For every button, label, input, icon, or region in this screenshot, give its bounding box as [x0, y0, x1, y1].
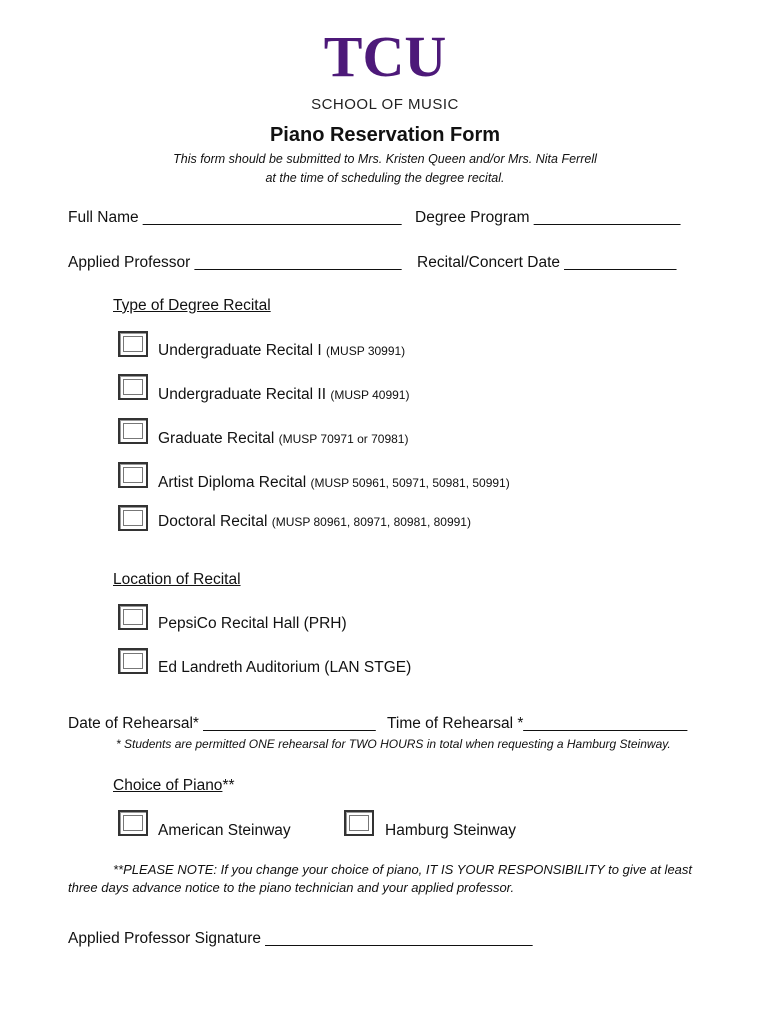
piano-note-line1: **PLEASE NOTE: If you change your choice of piano, IT IS YOUR RESPONSIBILITY to give at least	[113, 862, 693, 877]
degree-program-field[interactable]: Degree Program _________________	[415, 209, 681, 226]
form-title: Piano Reservation Form	[269, 124, 501, 146]
option-undergrad-2: Undergraduate Recital II (MUSP 40991)	[158, 386, 410, 403]
checkbox-prh[interactable]	[118, 604, 148, 630]
option-artist-diploma: Artist Diploma Recital (MUSP 50961, 50971, 50981, 50991)	[158, 474, 510, 491]
subtitle-line1: This form should be submitted to Mrs. Kristen Queen and/or Mrs. Nita Ferrell	[173, 152, 597, 166]
checkbox-doctoral[interactable]	[118, 505, 148, 531]
rehearsal-date-field[interactable]: Date of Rehearsal* ____________________	[68, 715, 376, 732]
location-heading: Location of Recital	[113, 571, 241, 588]
checkbox-artist-diploma[interactable]	[118, 462, 148, 488]
checkbox-hamburg-steinway[interactable]	[344, 810, 374, 836]
option-graduate: Graduate Recital (MUSP 70971 or 70981)	[158, 430, 409, 447]
piano-note-line2: three days advance notice to the piano technician and your applied professor.	[68, 880, 515, 895]
rehearsal-note: * Students are permitted ONE rehearsal for TWO HOURS in total when requesting a Hamburg Steinway.	[116, 737, 671, 751]
option-prh: PepsiCo Recital Hall (PRH)	[158, 615, 347, 632]
checkbox-graduate[interactable]	[118, 418, 148, 444]
checkbox-undergrad-1[interactable]	[118, 331, 148, 357]
option-american-steinway: American Steinway	[158, 822, 291, 839]
subtitle-line2: at the time of scheduling the degree recital.	[265, 171, 505, 185]
tcu-logo	[323, 24, 447, 89]
recital-date-field[interactable]: Recital/Concert Date _____________	[417, 254, 677, 271]
piano-heading: Choice of Piano**	[113, 777, 235, 794]
option-doctoral: Doctoral Recital (MUSP 80961, 80971, 80981, 80991)	[158, 513, 471, 530]
full-name-field[interactable]: Full Name ______________________________	[68, 209, 402, 226]
option-hamburg-steinway: Hamburg Steinway	[385, 822, 516, 839]
checkbox-undergrad-2[interactable]	[118, 374, 148, 400]
option-undergrad-1: Undergraduate Recital I (MUSP 30991)	[158, 342, 406, 359]
degree-recital-heading: Type of Degree Recital	[113, 297, 271, 314]
signature-field[interactable]: Applied Professor Signature _______________________________	[68, 930, 533, 947]
rehearsal-time-field[interactable]: Time of Rehearsal *___________________	[387, 715, 688, 732]
option-lan-stge: Ed Landreth Auditorium (LAN STGE)	[158, 659, 412, 676]
applied-professor-field[interactable]: Applied Professor ________________________	[68, 254, 402, 271]
logo-text: TCU	[323, 24, 447, 89]
checkbox-lan-stge[interactable]	[118, 648, 148, 674]
checkbox-american-steinway[interactable]	[118, 810, 148, 836]
school-name: SCHOOL OF MUSIC	[311, 96, 459, 113]
